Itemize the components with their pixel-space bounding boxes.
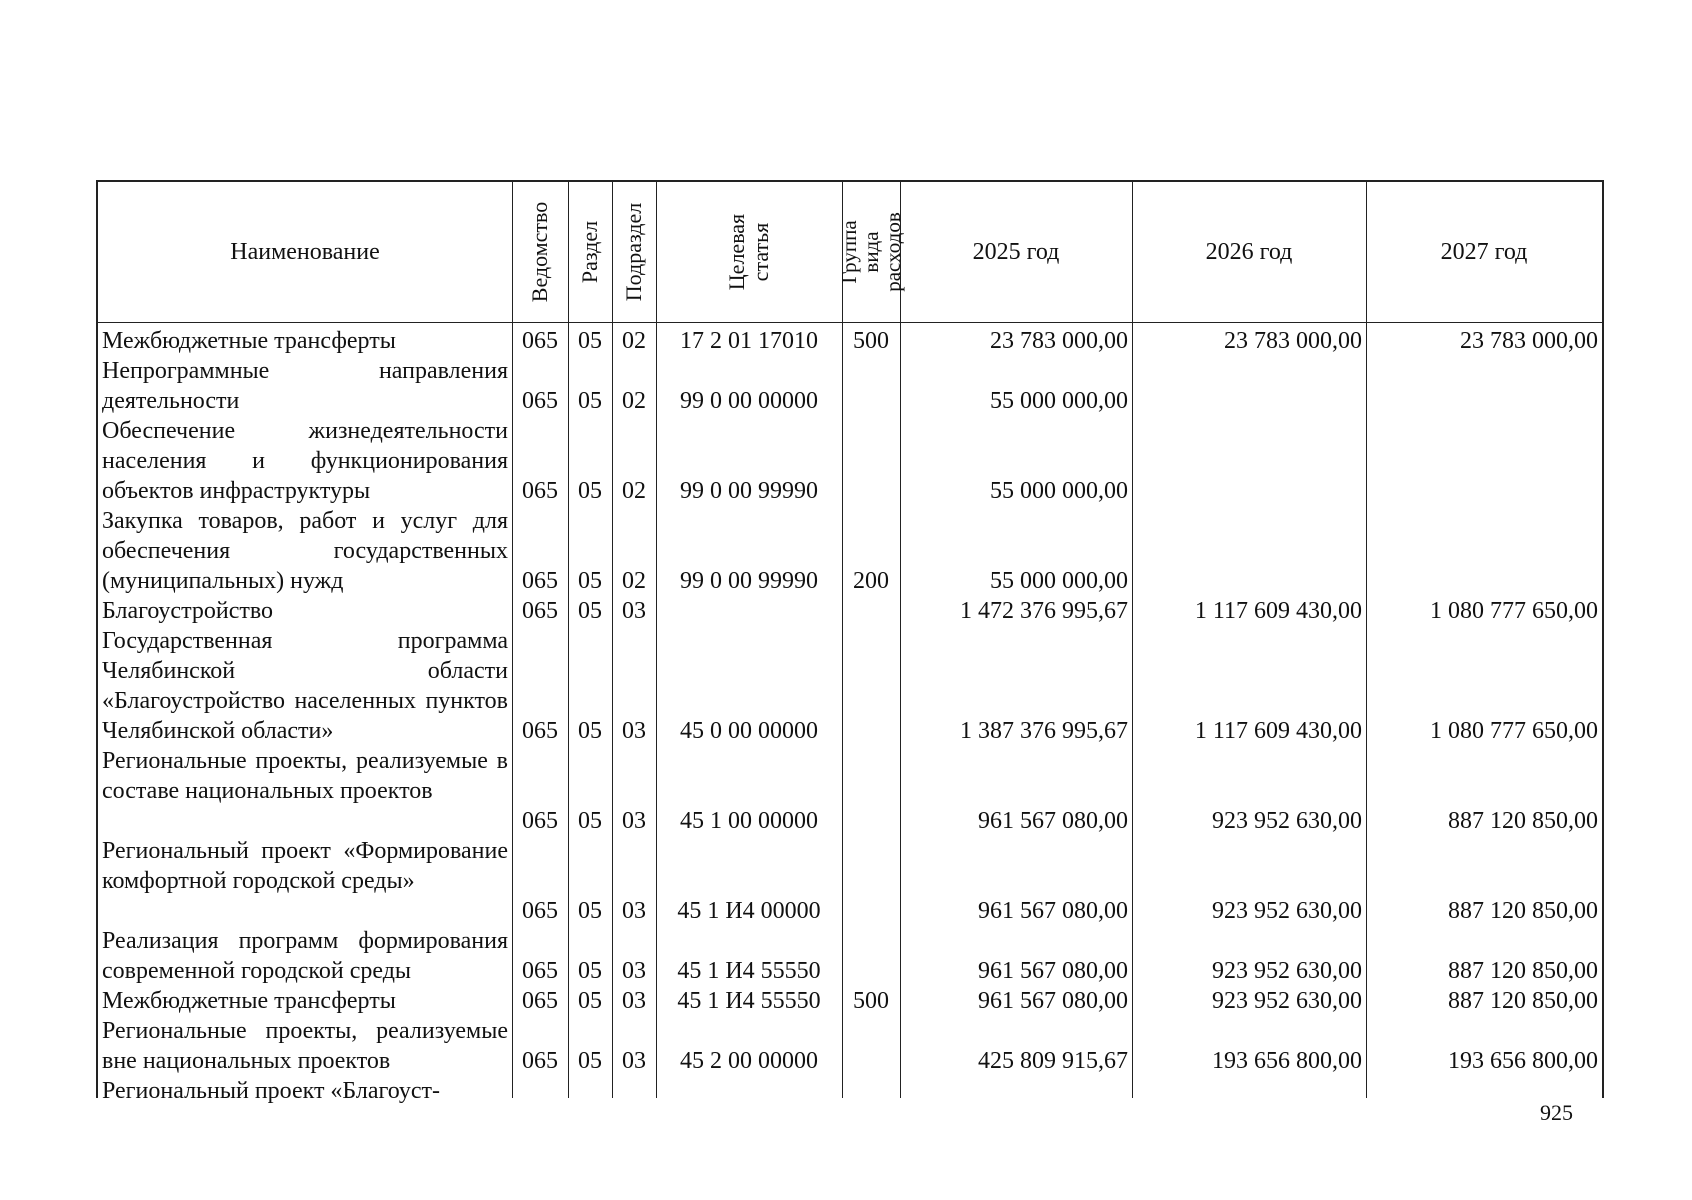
cell-vedomstvo: 065 [522,328,558,354]
cell-vedomstvo: 065 [522,808,558,834]
cell-2026: 923 952 630,00 [1212,808,1362,834]
cell-vedomstvo: 065 [522,568,558,594]
cell-celevaya: 45 1 И4 55550 [677,988,821,1014]
table-row [98,926,1602,986]
cell-celevaya: 99 0 00 99990 [680,568,818,594]
cell-vedomstvo: 065 [522,388,558,414]
cell-razdel: 05 [578,568,602,594]
cell-podrazdel: 02 [622,328,646,354]
cell-2027: 887 120 850,00 [1448,958,1598,984]
cell-vedomstvo: 065 [522,478,558,504]
header-name: Наименование [230,238,380,265]
header-celevaya: Целевая статья [724,213,773,291]
table-row [98,1076,1602,1106]
header-vedomstvo: Ведомство [527,201,552,303]
cell-podrazdel: 03 [622,898,646,924]
cell-name: Реализация программ формирования современной городской среды [102,928,508,984]
cell-razdel: 05 [578,388,602,414]
table-row [98,356,1602,416]
cell-podrazdel: 03 [622,1048,646,1074]
cell-name: Межбюджетные трансферты [102,988,396,1014]
cell-2025: 425 809 915,67 [978,1048,1128,1074]
cell-podrazdel: 03 [622,598,646,624]
cell-razdel: 05 [578,328,602,354]
cell-2025: 961 567 080,00 [978,898,1128,924]
cell-2025: 55 000 000,00 [990,568,1128,594]
cell-vedomstvo: 065 [522,718,558,744]
cell-2025: 23 783 000,00 [990,328,1128,354]
cell-2026: 193 656 800,00 [1212,1048,1362,1074]
table-row [98,416,1602,506]
cell-name: Региональные проекты, реализуемые в составе национальных проектов [102,748,508,804]
header-divider [98,322,1602,323]
cell-podrazdel: 03 [622,718,646,744]
cell-2026: 1 117 609 430,00 [1194,598,1362,624]
cell-celevaya: 17 2 01 17010 [680,328,818,354]
cell-vedomstvo: 065 [522,598,558,624]
table-row [98,746,1602,836]
cell-name: Межбюджетные трансферты [102,328,396,354]
cell-gruppa: 500 [853,988,889,1014]
cell-celevaya: 45 2 00 00000 [680,1048,818,1074]
cell-podrazdel: 02 [622,568,646,594]
cell-2027: 23 783 000,00 [1460,328,1598,354]
cell-2027: 193 656 800,00 [1448,1048,1598,1074]
cell-2025: 55 000 000,00 [990,478,1128,504]
cell-razdel: 05 [578,1048,602,1074]
cell-name: Благоустройство [102,598,274,624]
cell-razdel: 05 [578,478,602,504]
cell-2027: 887 120 850,00 [1448,808,1598,834]
cell-2026: 923 952 630,00 [1212,988,1362,1014]
cell-2025: 961 567 080,00 [978,988,1128,1014]
cell-2027: 887 120 850,00 [1448,988,1598,1014]
cell-celevaya: 45 0 00 00000 [680,718,818,744]
cell-razdel: 05 [578,718,602,744]
cell-2025: 961 567 080,00 [978,958,1128,984]
table-row [98,626,1602,746]
cell-podrazdel: 03 [622,808,646,834]
cell-celevaya: 45 1 И4 00000 [677,898,821,924]
cell-celevaya: 45 1 00 00000 [680,808,818,834]
cell-2025: 55 000 000,00 [990,388,1128,414]
cell-2027: 1 080 777 650,00 [1430,598,1598,624]
cell-name: Региональный проект «Благоуст- [102,1078,440,1104]
table-row [98,836,1602,926]
cell-vedomstvo: 065 [522,958,558,984]
table-row [98,326,1602,356]
cell-razdel: 05 [578,898,602,924]
cell-2025: 1 387 376 995,67 [960,718,1128,744]
table-row [98,506,1602,596]
page-number: 925 [1540,1100,1573,1125]
header-2027: 2027 год [1440,238,1528,265]
cell-gruppa: 500 [853,328,889,354]
cell-name: Обеспечение жизнедеятельности населения и функционирования объектов инфраструктуры [102,418,508,504]
cell-name: Региональные проекты, реализуемые вне национальных проектов [102,1018,508,1074]
cell-2026: 923 952 630,00 [1212,958,1362,984]
budget-table [96,180,1604,1104]
cell-2025: 1 472 376 995,67 [960,598,1128,624]
cell-2026: 23 783 000,00 [1224,328,1362,354]
cell-2026: 1 117 609 430,00 [1194,718,1362,744]
table-row [98,1016,1602,1076]
cell-celevaya: 45 1 И4 55550 [677,958,821,984]
cell-2027: 887 120 850,00 [1448,898,1598,924]
cell-celevaya: 99 0 00 99990 [680,478,818,504]
cell-name: Региональный проект «Формирование комфортной городской среды» [102,838,508,894]
cell-razdel: 05 [578,988,602,1014]
cell-name: Непрограммные направления деятельности [102,358,508,414]
cell-razdel: 05 [578,808,602,834]
cell-razdel: 05 [578,958,602,984]
cell-gruppa: 200 [853,568,889,594]
cell-podrazdel: 02 [622,478,646,504]
cell-celevaya: 99 0 00 00000 [680,388,818,414]
cell-vedomstvo: 065 [522,988,558,1014]
cell-razdel: 05 [578,598,602,624]
cell-2025: 961 567 080,00 [978,808,1128,834]
cell-vedomstvo: 065 [522,1048,558,1074]
cell-podrazdel: 03 [622,988,646,1014]
table-row [98,596,1602,626]
cell-2026: 923 952 630,00 [1212,898,1362,924]
cell-podrazdel: 03 [622,958,646,984]
header-gruppa: Группа вида расходов [837,212,905,292]
cell-podrazdel: 02 [622,388,646,414]
table-row [98,986,1602,1016]
header-2025: 2025 год [972,238,1060,265]
cell-name: Государственная программа Челябинской области «Благоустройство населенных пунктов Челябинской области» [102,628,508,744]
cell-name: Закупка товаров, работ и услуг для обеспечения государственных (муниципальных) нужд [102,508,508,594]
cell-vedomstvo: 065 [522,898,558,924]
header-2026: 2026 год [1205,238,1293,265]
cell-2027: 1 080 777 650,00 [1430,718,1598,744]
header-razdel: Раздел [577,220,603,284]
header-podrazdel: Подраздел [621,202,647,302]
